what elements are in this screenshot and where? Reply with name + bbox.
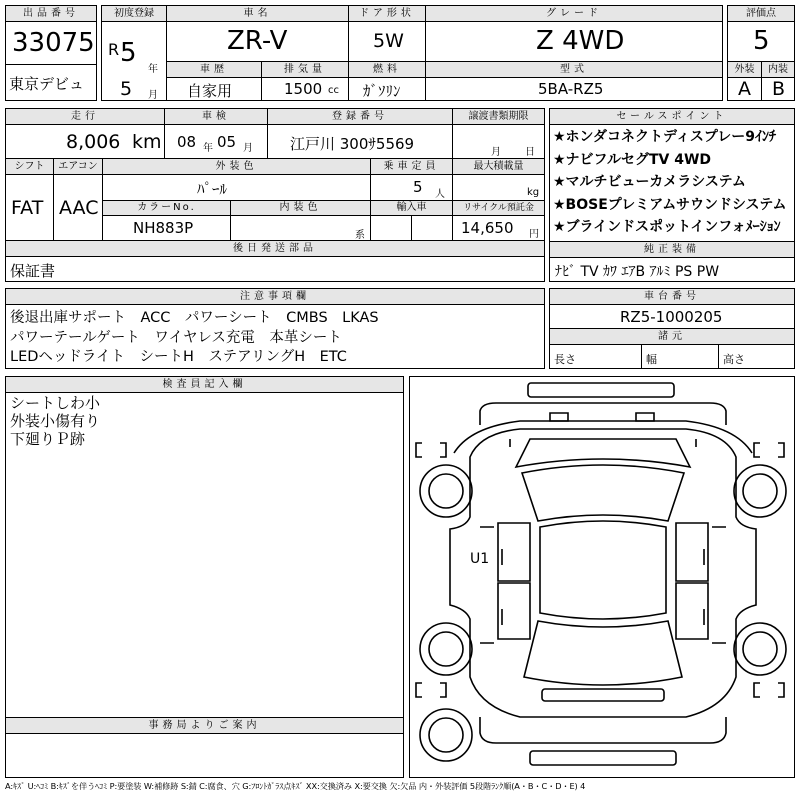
sales-points-list — [553, 126, 787, 239]
transfer-month-unit: 月 — [491, 147, 501, 158]
damage-mark-u1: U1 — [470, 551, 490, 567]
max-load-unit: kg — [527, 187, 540, 198]
exterior-cell — [727, 77, 762, 101]
fuel-cell — [348, 77, 426, 101]
sales-points-header: セールスポイント — [549, 108, 795, 125]
inspector-list — [10, 394, 100, 448]
color-no-value: NH883P — [133, 219, 194, 237]
genuine-equipment-value: ﾅﾋﾞ TV ｶﾜ ｴｱB ｱﾙﾐ PS PW — [555, 264, 720, 280]
reg-year: 5 — [120, 38, 137, 68]
ext-color-cell — [102, 174, 371, 201]
note-line: LEDヘッドライト シートH ステアリングH ETC — [10, 349, 347, 365]
int-color-unit: 系 — [355, 230, 365, 241]
transfer-day-unit: 日 — [525, 147, 535, 158]
int-color-header: 内装色 — [230, 200, 371, 216]
chassis-cell — [549, 304, 795, 329]
inspector-header: 検査員記入欄 — [5, 376, 404, 393]
legend-text: A:ｷｽﾞ U:ﾍｺﾐ B:ｷｽﾞを伴うﾍｺﾐ P:要塗装 W:補修跡 S:錆 C:腐食、穴 G:ﾌﾛﾝﾄｶﾞﾗｽ点ｷｽﾞ XX:交換済み X:要交換 欠:欠品 内・外装評価 5段階ﾗﾝｸ順(A・B・C・D・E) 4 — [5, 781, 586, 791]
width-cell — [641, 344, 719, 369]
history-value: 自家用 — [187, 82, 233, 100]
door-value: 5W — [373, 30, 404, 52]
later-parts-cell — [5, 256, 545, 282]
history-header: 車歴 — [166, 61, 262, 78]
max-load-cell — [452, 174, 545, 201]
capacity-value: 5 — [413, 178, 423, 196]
plate-header: 登録番号 — [267, 108, 453, 125]
grade-header: グレード — [425, 5, 723, 22]
height-label: 高さ — [723, 353, 745, 366]
reg-month: 5 — [120, 78, 133, 100]
inspector-line: 外装小傷有り — [10, 412, 101, 430]
mileage-header: 走行 — [5, 108, 165, 125]
capacity-cell — [370, 174, 453, 201]
mileage-cell — [5, 124, 165, 159]
import-header: 輸入車 — [370, 200, 453, 216]
displacement-header: 排気量 — [261, 61, 349, 78]
model-value: 5BA-RZ5 — [538, 80, 604, 98]
office-cell — [5, 733, 404, 778]
later-parts-value: 保証書 — [10, 262, 56, 280]
inspection-month-unit: 月 — [243, 143, 253, 154]
shift-cell — [5, 174, 54, 241]
first-reg-cell — [101, 21, 167, 101]
ext-color-header: 外装色 — [102, 158, 371, 175]
displacement-cell — [261, 77, 349, 101]
later-parts-header: 後日発送部品 — [5, 240, 545, 257]
car-outline-drawing — [410, 377, 795, 778]
recycle-unit: 円 — [529, 229, 539, 240]
grade-value: Z 4WD — [536, 26, 625, 56]
plate-value: 江戸川 300ｻ5569 — [290, 135, 415, 153]
inspector-line: シートしわ小 — [10, 394, 101, 412]
chassis-header: 車台番号 — [549, 288, 795, 305]
car-name-cell — [166, 21, 349, 62]
month-unit: 月 — [148, 90, 158, 101]
displacement-unit: cc — [328, 85, 339, 96]
sales-points-cell — [549, 124, 795, 242]
displacement-value: 1500 — [284, 80, 323, 98]
length-cell — [549, 344, 642, 369]
plate-cell — [267, 124, 453, 159]
mileage-unit: km — [132, 131, 162, 153]
car-diagram — [409, 376, 795, 778]
color-no-cell — [102, 215, 231, 241]
interior-header: 内装 — [761, 61, 795, 78]
mileage-value: 8,006 — [66, 131, 121, 153]
aircon-cell — [53, 174, 103, 241]
dimensions-header: 諸元 — [549, 328, 795, 345]
genuine-equipment-cell — [549, 257, 795, 282]
inspector-cell — [5, 392, 404, 718]
chassis-value: RZ5-1000205 — [620, 308, 723, 326]
era: R — [108, 40, 120, 59]
shift-header: シフト — [5, 158, 54, 175]
history-cell — [166, 77, 262, 101]
first-reg-header: 初度登録 — [101, 5, 167, 22]
genuine-equipment-header: 純正装備 — [549, 241, 795, 258]
grade-cell — [425, 21, 723, 62]
inspection-month: 05 — [217, 133, 237, 151]
max-load-header: 最大積載量 — [452, 158, 545, 175]
import-cell-a — [370, 215, 412, 241]
lot-no-cell — [5, 21, 97, 65]
sales-point: ★ナビフルセグTV 4WD — [553, 151, 712, 168]
score-value: 5 — [753, 26, 770, 56]
inspector-line: 下廻りＰ跡 — [10, 430, 86, 448]
interior-score: B — [772, 78, 786, 100]
car-name: ZR-V — [227, 26, 288, 56]
sales-point: ★ブラインドスポットインフォﾒｰｼｮﾝ — [553, 219, 781, 235]
score-cell — [727, 21, 795, 62]
capacity-header: 乗車定員 — [370, 158, 453, 175]
capacity-unit: 人 — [435, 189, 445, 200]
venue-cell — [5, 64, 97, 101]
fuel-value: ｶﾞｿﾘﾝ — [363, 82, 401, 100]
note-line: パワーテールゲート ワイヤレス充電 本革シート — [10, 329, 342, 346]
score-header: 評価点 — [727, 5, 795, 22]
venue-name: 東京デビュ — [9, 75, 85, 93]
transfer-header: 譲渡書類期限 — [452, 108, 545, 125]
exterior-score: A — [738, 78, 751, 100]
transfer-cell — [452, 124, 545, 159]
length-label: 長さ — [554, 353, 576, 366]
notes-cell — [5, 304, 545, 369]
aircon-value: AAC — [59, 197, 99, 219]
shift-value: FAT — [11, 197, 44, 219]
int-color-cell — [230, 215, 371, 241]
car-name-header: 車名 — [166, 5, 349, 22]
inspection-header: 車検 — [164, 108, 268, 125]
ext-color-value: ﾊﾟｰﾙ — [197, 180, 228, 198]
recycle-header: リサイクル預託金 — [452, 200, 545, 216]
notes-header: 注意事項欄 — [5, 288, 545, 305]
aircon-header: エアコン — [53, 158, 103, 175]
door-header: ドア形状 — [348, 5, 426, 22]
model-header: 型式 — [425, 61, 723, 78]
inspection-year-unit: 年 — [203, 143, 213, 154]
height-cell — [718, 344, 795, 369]
interior-cell — [761, 77, 795, 101]
lot-no-header: 出品番号 — [5, 5, 97, 22]
recycle-value: 14,650 — [461, 219, 514, 237]
width-label: 幅 — [646, 353, 657, 366]
office-header: 事務局よりご案内 — [5, 717, 404, 734]
lot-number: 33075 — [12, 28, 95, 58]
notes-list — [10, 309, 379, 368]
inspection-cell — [164, 124, 268, 159]
note-line: 後退出庫サポート ACC パワーシート CMBS LKAS — [10, 310, 379, 326]
import-cell-b — [411, 215, 453, 241]
sales-point: ★BOSEプレミアムサウンドシステム — [553, 196, 787, 213]
model-cell — [425, 77, 723, 101]
door-cell — [348, 21, 426, 62]
fuel-header: 燃料 — [348, 61, 426, 78]
exterior-header: 外装 — [727, 61, 762, 78]
recycle-cell — [452, 215, 545, 241]
sales-point: ★ホンダコネクトディスプレー9ｲﾝﾁ — [553, 129, 777, 145]
inspection-year: 08 — [177, 133, 197, 151]
color-no-header: カラーNo. — [102, 200, 231, 216]
year-unit: 年 — [148, 64, 158, 75]
sales-point: ★マルチビューカメラシステム — [553, 174, 746, 190]
